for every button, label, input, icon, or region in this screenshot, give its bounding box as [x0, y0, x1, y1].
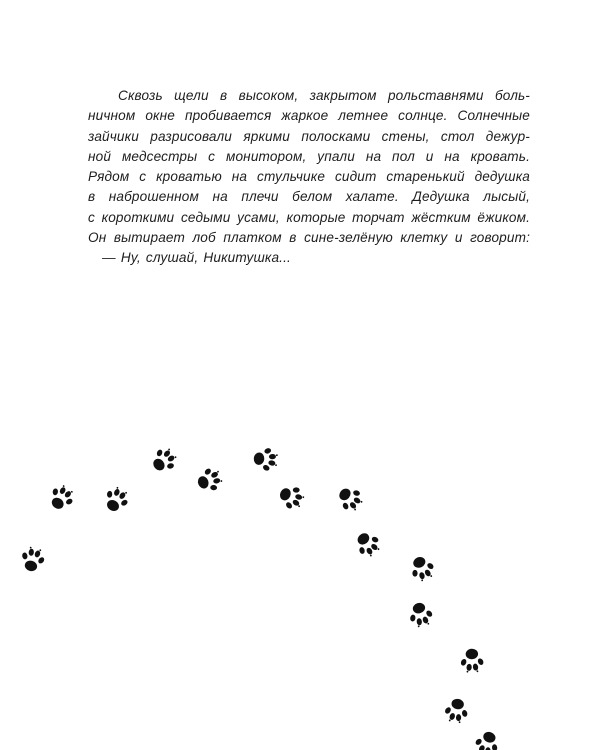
- text-line: ной медсестры с монитором, упали на пол и на кровать.: [88, 148, 530, 164]
- text-line: Он вытирает лоб платком в сине-зелёную клетку и говорит:: [88, 230, 530, 246]
- paw-print-icon: [333, 482, 367, 516]
- paw-print-icon: [18, 545, 48, 574]
- text-line: с короткими седыми усами, которые торчат жёстким ёжиком.: [88, 209, 530, 225]
- text-line: в наброшенном на плечи белом халате. Дедушка лысый,: [88, 189, 530, 205]
- text-line: Сквозь щели в высоком, закрытом рольставнями боль-: [118, 88, 530, 103]
- text-line: Рядом с кроватью на стульчике сидит старенький дедушка: [88, 169, 530, 185]
- paw-print-icon: [275, 481, 307, 513]
- paw-print-icon: [351, 527, 385, 561]
- paw-print-icon: [406, 552, 438, 584]
- paw-print-icon: [194, 465, 225, 496]
- paw-print-icon: [406, 600, 436, 629]
- paw-print-icon: [253, 446, 279, 473]
- text-line: зайчики разрисовали яркими полосками стены, стол дежур-: [88, 128, 530, 144]
- dialogue-line: — Ну, слушай, Никитушка...: [102, 250, 291, 266]
- paw-print-icon: [472, 728, 503, 750]
- paw-print-icon: [442, 697, 470, 725]
- paw-print-icon: [100, 483, 133, 516]
- paw-print-icon: [147, 443, 181, 477]
- paw-print-icon: [459, 648, 484, 672]
- text-line: ничном окне пробивается жаркое летнее солнце. Солнечные: [88, 108, 530, 124]
- paw-print-icon: [45, 481, 79, 514]
